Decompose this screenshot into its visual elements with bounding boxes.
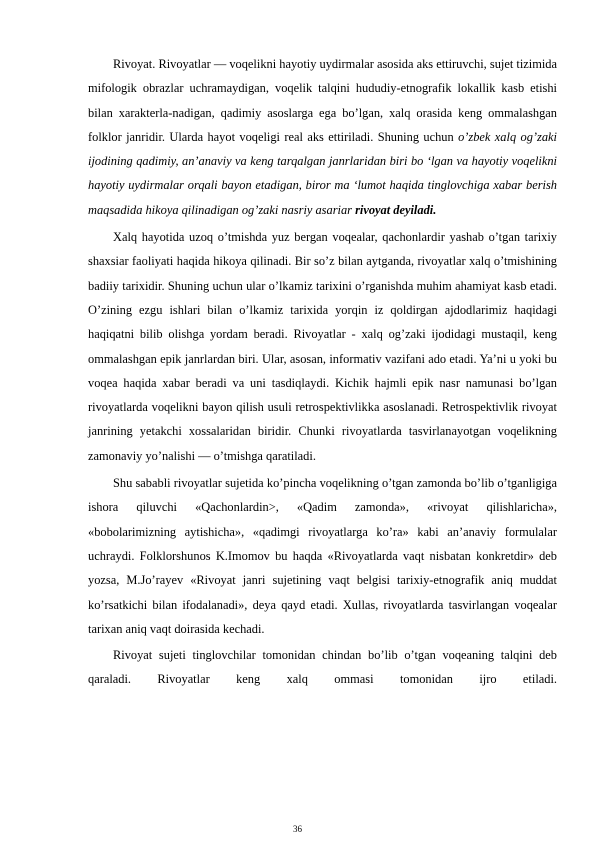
paragraph-historical-events [88,225,557,468]
text-run: Shu sababli rivoyatlar sujetida ko’pincha voqelikning o’tgan zamonda bo’lib o’tganligiga ishora qiluvchi «Qachonlardin>, «Qadim zamonda», «rivoyat qilishlaricha», «bobolarimizning aytishicha», «qadimgi rivoyatlarga ko’ra» kabi an’anaviy formulalar uchraydi. Folklorshunos K.Imomov bu haqda «Rivoyatlarda vaqt nisbatan konkretdir» deb yozsa, M.Jo’rayev «Rivoyat janri sujetining vaqt belgisi tarixiy-etnografik aniq muddat ko’rsatkichi bilan ifodalanadi», deya qayd etadi. Xullas, rivoyatlarda tasvirlangan voqealar tarixan aniq vaqt doirasida kechadi. [88,476,557,636]
italic-definition-run: o’zbek xalq og’zaki ijodining qadimiy, an’anaviy va keng tarqalgan janrlaridan biri bo ‘lgan va hayotiy voqelikni hayotiy uydirmalar orqali bayon etadigan, biror ma ‘lumot haqida tinglovchiga xabar berish maqsadida hikoya qilinadigan og’zaki nasriy asariar [88,129,557,217]
text-run: Rivoyat. Rivoyatlar — voqelikni hayotiy uydirmalar asosida aks ettiruvchi, sujet tizimida mifologik obrazlar uchramaydigan, voqelik talqini hududiy-etnografik lokallik kasb etishi bilan xarakterla-nadigan, qadimiy asoslarga ega bo’lgan, xalq orasida keng ommalashgan folklor janridir. Ularda hayot voqeligi real aks ettiriladi. Shuning uchun [88,57,557,144]
bold-italic-term-run: rivoyat deyiladi. [355,202,437,217]
paragraph-rivoyat-definition [88,52,557,222]
paragraph-plot-interpretation [88,643,557,692]
paragraph-traditional-formulas [88,471,557,641]
text-run: Xalq hayotida uzoq o’tmishda yuz bergan voqealar, qachonlardir yashab o’tgan tarixiy shaxsiar faoliyati haqida hikoya qilinadi. Bir so’z bilan aytganda, rivoyatlar xalq o’tmishining badiiy tarixidir. Shuning uchun ular o’lkamiz tarixini o’rganishda muhim ahamiyat kasb etadi. O’zining ezgu ishlari bilan o’lkamiz tarixida yorqin iz qoldirgan ajdodlarimiz haqidagi haqiqatni bilib olishga yordam beradi. Rivoyatlar - xalq og’zaki ijodidagi mustaqil, keng ommalashgan epik janrlardan biri. Ular, asosan, informativ vazifani ado etadi. Ya’ni u yoki bu voqea haqida xabar beradi va uni tasdiqlaydi. Kichik hajmli epik nasr namunasi bo’lgan rivoyatlarda voqelikni bayon qilish usuli retrospektivlikka asoslanadi. Retrospektivlik rivoyat janrining yetakchi xossalaridan biridir. Chunki rivoyatlarda tasvirlanayotgan voqelikning zamonaviy yo’nalishi — o’tmishga qaratiladi. [88,230,557,463]
text-run: Rivoyat sujeti tinglovchilar tomonidan chindan bo’lib o’tgan voqeaning talqini deb qaraladi. Rivoyatlar keng xalq ommasi tomonidan ijro etiladi. [88,648,557,687]
document-body [88,52,557,695]
page-number: 36 [293,824,302,834]
